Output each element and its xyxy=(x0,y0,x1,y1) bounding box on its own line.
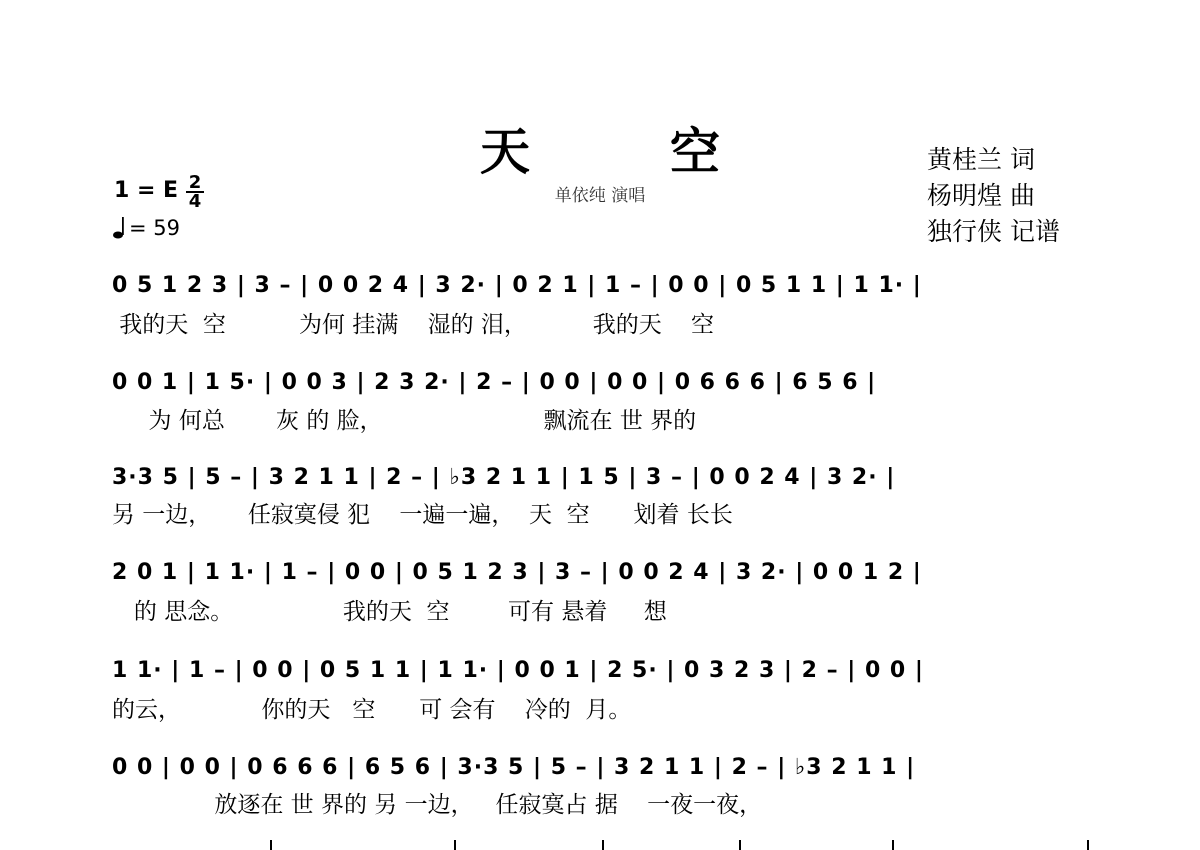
lyrics-line-6: 放逐在 世 界的 另 一边， 任寂寞占 据 一夜一夜， xyxy=(112,792,763,818)
notation-line-2: 0 0 1 | 1 5· | 0 0 3 | 2 3 2· | 2 – | 0 0 | 0 0 | 0 6 6 6 | 6 5 6 | xyxy=(112,370,877,395)
transcriber-credit: 独行侠 记谱 xyxy=(927,217,1060,246)
singer-credit: 单依纯 演唱 xyxy=(554,186,646,206)
time-signature-top: 2 xyxy=(188,172,202,193)
lyrics-line-5: 的云， 你的天 空 可 会有 冷的 月。 xyxy=(112,697,632,723)
notation-line-4: 2 0 1 | 1 1· | 1 – | 0 0 | 0 5 1 2 3 | 3 – | 0 0 2 4 | 3 2· | 0 0 1 2 | xyxy=(112,560,922,585)
tempo-marking xyxy=(113,216,180,240)
lyrics-line-3: 另 一边， 任寂寞侵 犯 一遍一遍， 天 空 划着 长长 xyxy=(112,502,733,528)
notation-line-1: 0 5 1 2 3 | 3 – | 0 0 2 4 | 3 2· | 0 2 1 | 1 – | 0 0 | 0 5 1 1 | 1 1· | xyxy=(112,273,922,298)
notation-line-3: 3·3 5 | 5 – | 3 2 1 1 | 2 – | ♭3 2 1 1 | 1 5 | 3 – | 0 0 2 4 | 3 2· | xyxy=(112,465,896,490)
lyrics-line-2: 为 何总 灰 的 脸， 飘流在 世 界的 xyxy=(112,408,697,434)
title-char-2: 空 xyxy=(670,122,720,181)
notation-line-6: 0 0 | 0 0 | 0 6 6 6 | 6 5 6 | 3·3 5 | 5 – | 3 2 1 1 | 2 – | ♭3 2 1 1 | xyxy=(112,755,916,780)
composer-credit: 杨明煌 曲 xyxy=(927,181,1035,210)
time-signature-bottom: 4 xyxy=(188,191,202,212)
title-char-1: 天 xyxy=(480,122,530,181)
lyrics-line-4: 的 思念。 我的天 空 可有 悬着 想 xyxy=(112,599,667,625)
quarter-note-icon xyxy=(113,216,129,240)
next-system-cutoff xyxy=(112,840,1092,850)
key-signature: 1 = E xyxy=(114,178,179,203)
notation-line-5: 1 1· | 1 – | 0 0 | 0 5 1 1 | 1 1· | 0 0 1 | 2 5· | 0 3 2 3 | 2 – | 0 0 | xyxy=(112,658,924,683)
lyrics-line-1: 我的天 空 为何 挂满 湿的 泪， 我的天 空 xyxy=(112,312,714,338)
credits-block xyxy=(927,142,1127,250)
lyricist-credit: 黄桂兰 词 xyxy=(927,145,1035,174)
tempo-value: = 59 xyxy=(129,216,180,240)
time-signature xyxy=(185,174,205,210)
